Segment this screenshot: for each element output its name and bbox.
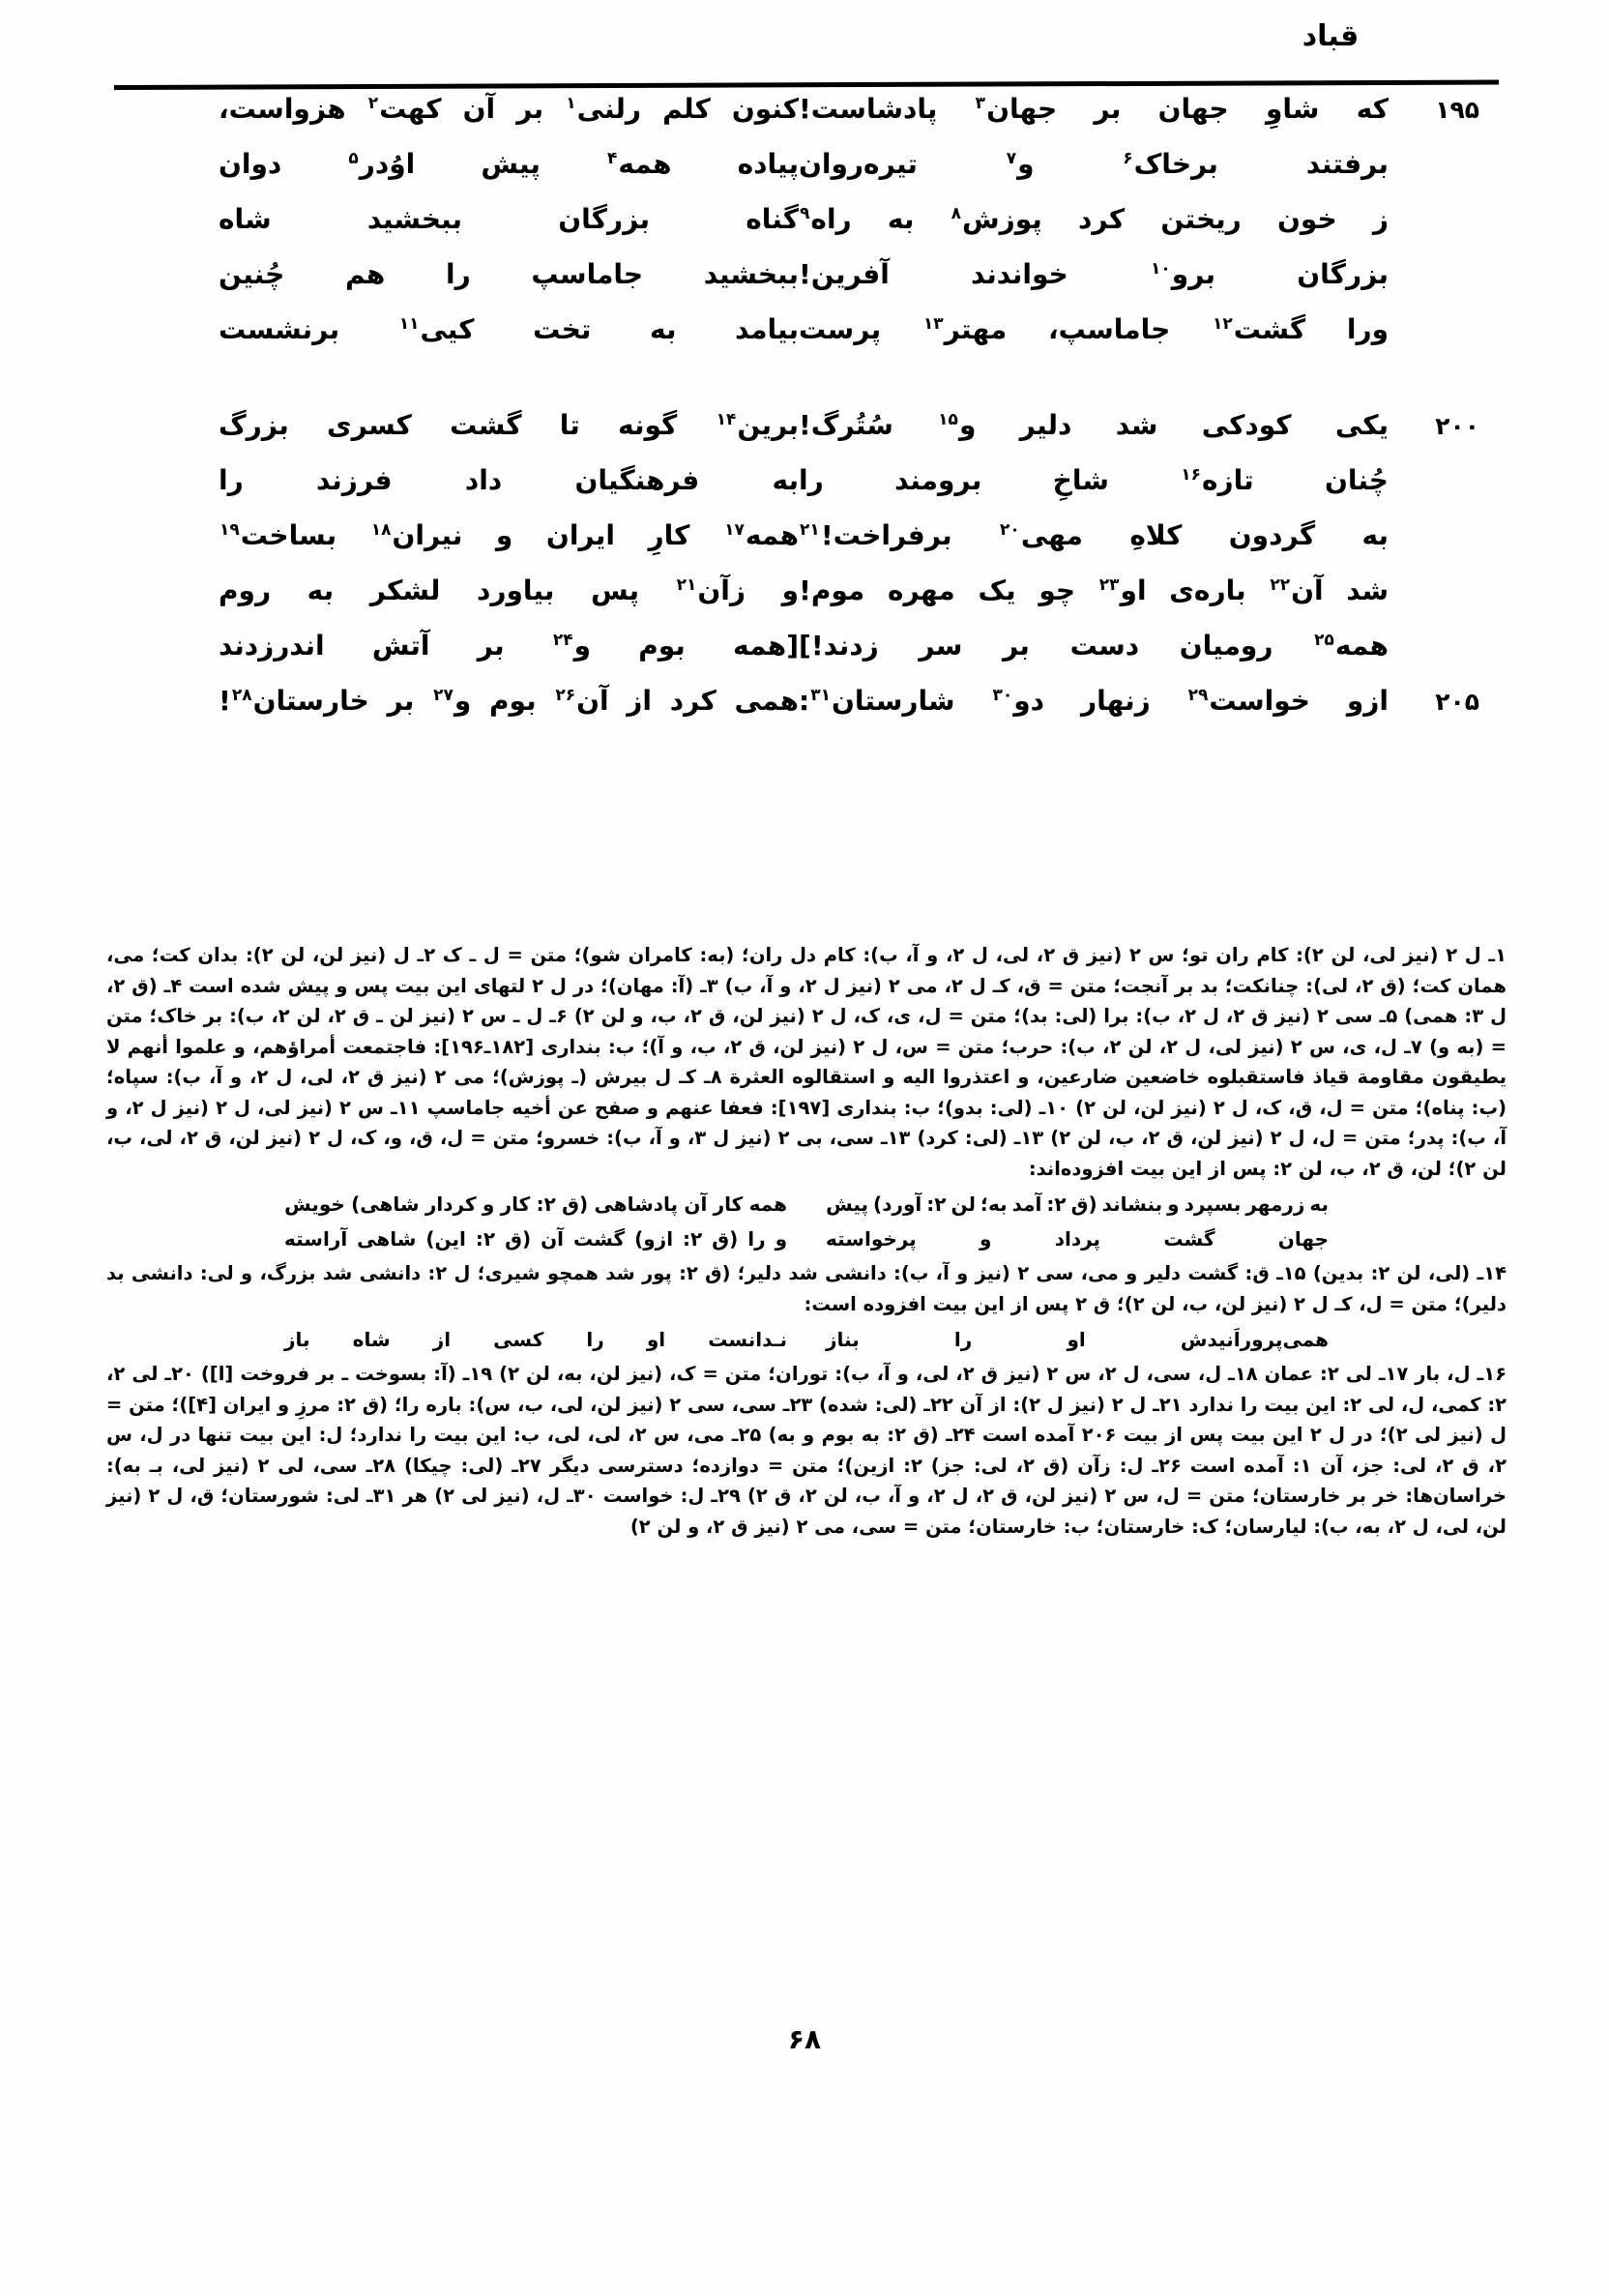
apparatus-paragraph: ۱۶ـ ل، بار ۱۷ـ لی ۲: عمان ۱۸ـ ل، سی، ل ۲، س ۲ (نیز ق ۲، لی، و آ، ب): توران؛ متن = ک، (نیز لن، به، لن ۲) ۱۹ـ (آ: بسوخت ـ بر فروخت [ا]) ۲۰ـ لی ۲، ۲: کمی، ل، لی ۲: این بیت را ندارد ۲۱ـ ل ۲ (نیز ل ۲): از آن ۲۲ـ (لی: شده) ۲۳ـ سی، سی ۲ (نیز لن، لی، ب، س): باره را؛ (ق ۲: مرزِ و ایران [۴])؛ متن = ل (نیز لی ۲)؛ در ل ۲ این بیت پس از بیت ۲۰۶ آمده است ۲۴ـ (ق ۲: به بوم و به) ۲۵ـ می، س ۲، لی، لی، ب: این بیت را ندارد؛ ل: این بیت تنها در ل، س ۲، ق ۲، لی: جز، آن ۱: آمده است ۲۶ـ ل: زآن (ق ۲، لی: جز) ۲: ازین)؛ متن = دوازده؛ دسترسی دیگر ۲۷ـ (لی: چیکا) ۲۸ـ سی، لی ۲ (نیز لی، بـ به): خراسان‌ها: خر بر خارستان؛ متن = ل، س ۲ (نیز لن، ق ۲، ل ۲، و آ، ب، لن ۲، ق ۲) ۲۹ـ ل: خواست ۳۰ـ ل، (نیز لی ۲) هر ۳۱ـ لی: شورستان؛ ق، ل ۲ (نیز لن، لی، ل ۲، به، ب): لیارسان؛ ک: خارستان؛ ب: خارستان؛ متن = سی، می ۲ (نیز ق ۲، و لن ۲) — [106, 1362, 1507, 1538]
hemistich-right: پیاده همه$^۴$ پیش اوُدر$^۵$ دوان — [219, 148, 799, 180]
hemistich-left: که شاوِ جهان بر جهان$^۳$ پادشاست! — [799, 93, 1389, 125]
hemistich-left: چُنان تازه$^{۱۶}$ شاخِ برومند را — [799, 464, 1389, 496]
quoted-hemistich-right: نـدانست او را کسی از شاه باز — [284, 1327, 787, 1351]
verse-area — [145, 93, 1479, 780]
hemistich-left: برفتند برخاک$^۶$ و$^۷$ تیره‌روان — [799, 148, 1389, 180]
verse-number: ۲۰۵ — [1435, 688, 1479, 716]
hemistich-left: یکی کودکی شد دلیر و$^{۱۵}$ سُتُرگ! — [799, 409, 1389, 441]
quoted-hemistich-left: همی‌پروراَنیدش او را بناز — [826, 1327, 1329, 1351]
quoted-hemistich-right: و را (ق ۲: ازو) گشت آن (ق ۲: این) شاهی آراسته — [284, 1227, 787, 1251]
hemistich-right: و زآن$^{۲۱}$ پس بیاورد لشکر به روم — [219, 574, 799, 606]
verse-line — [145, 519, 1479, 574]
apparatus-paragraph: ۱۴ـ (لی، لن ۲: بدین) ۱۵ـ ق: گشت دلیر و می، سی ۲ (نیز و آ، ب): دانشی شد دلیر؛ (ق ۲: پور شد همچو شیری؛ ل ۲: دانشی شد بزرگ، و لی: دانشی بد دلیر)؛ متن = ل، کـ ل ۲ (نیز لن، ب، لن ۲)؛ ق ۲ پس از این بیت افزوده است: — [106, 1262, 1507, 1315]
quoted-hemistich-left: جهان گشت پرداد و پرخواسته — [826, 1227, 1329, 1251]
verse-line — [145, 630, 1479, 685]
quoted-couplet — [106, 1223, 1507, 1254]
hemistich-left: به گردون کلاهِ مهی$^{۲۰}$ برفراخت!$^{۲۱}$ — [800, 519, 1389, 551]
hemistich-left: ازو خواست$^{۲۹}$ زنهار دو$^{۳۰}$ شارستان$^{۳۱}$: — [799, 685, 1389, 717]
quoted-hemistich-right: همه کار آن پادشاهی (ق ۲: کار و کردار شاهی) خویش — [284, 1192, 787, 1216]
verse-line — [145, 203, 1479, 258]
verse-line — [145, 464, 1479, 519]
verse-number: ۱۹۵ — [1435, 96, 1479, 124]
hemistich-left: ورا گشت$^{۱۲}$ جاماسپ، مهتر$^{۱۳}$ پرست — [799, 313, 1389, 345]
hemistich-left: بزرگان برو$^{۱۰}$ خواندند آفرین! — [799, 258, 1389, 290]
hemistich-right: همه$^{۱۷}$ کارِ ایران و نیران$^{۱۸}$ بساخت$^{۱۹}$ — [219, 519, 799, 551]
apparatus-paragraph: ۱ـ ل ۲ (نیز لی، لن ۲): کام ران تو؛ س ۲ (نیز ق ۲، لی، ل ۲، و آ، ب): کام دل ران؛ (به: کامران شو)؛ متن = ل ـ ک ۲ـ ل (نیز لن، لن ۲): بدان کت؛ می، همان کت؛ (ق ۲، لی): چنانکت؛ بد بر آنجت؛ متن = ق، کـ ل ۲، می ۲ (نیز ل ۲، و آ، ب) ۳ـ (آ: مهان)؛ در ل ۲ لتهای این بیت پس و پیش شده است ۴ـ (ق ۲، ل ۳: همی) ۵ـ سی ۲ (نیز ق ۲، ل ۲، ب): برا (لی: بد)؛ متن = ل، ی، ک، ل ۲ (نیز لن، ق ۲، ب، و لن ۲) ۶ـ ل ـ س ۲ (نیز لن ـ ق ۲، لن ۲، ب): بر خاک؛ متن = (به و) ۷ـ ل، ی، س ۲ (نیز لی، ل ۲، لن ۲، ب): حرب؛ متن = س، ل ۲ (نیز لن، ق ۲، ب، و آ)؛ ب: بنداری [۱۸۲ـ۱۹۶]: فاجتمعت أمراؤهم، و علموا أنهم لا یطیقون مقاومة قیاذ فاستقبلوه خاضعین ضارعین، و اعتذروا الیه و استقالوه العثرة ۸ـ کـ ل بیرش (ـ پوزش)؛ می ۲ (نیز ق ۲، لی، ل ۲، و آ، ب): سپاه؛ (ب: پناه)؛ متن = ل، ق، ک، ل ۲ (نیز لن، لن ۲) ۱۰ـ (لی: بدو)؛ ب: بنداری [۱۹۷]: فعفا عنهم و صفح عن أخیه جاماسپ ۱۱ـ س ۲ (نیز لی، ل ۲ (نیز ل ۲، و آ، ب): پدر؛ متن = ل، ل ۲ (نیز لن، ق ۲، ب، لن ۲) ۱۳ـ (لی: کرد) ۱۳ـ سی، بی ۲ (نیز ل ۳، و آ، ب): خسرو؛ متن = ل، ق، و، ک، ل ۲ (نیز لن، ق ۲، لی، ب، لن ۲)؛ لن، ق ۲، ب، لن ۲: پس از این بیت افزوده‌اند: — [106, 944, 1507, 1181]
verse-line — [145, 685, 1479, 740]
hemistich-right: ببخشید جاماسپ را هم چُنین — [219, 258, 799, 290]
hemistich-left: شد آن$^{۲۲}$ باره‌ی او$^{۲۳}$ چو یک مهره موم! — [799, 574, 1389, 606]
page-number: ۶۸ — [787, 2023, 822, 2055]
hemistich-right: کنون کلم رلنی$^۱$ بر آن کهت$^۲$ هزواست، — [219, 93, 799, 125]
hemistich-right: بیامد به تخت کیی$^{۱۱}$ برنشست — [219, 313, 799, 345]
quoted-couplet — [106, 1189, 1507, 1220]
verse-line — [145, 574, 1479, 630]
quoted-hemistich-left: به زرمهر بسپرد و بنشاند (ق ۲: آمد به؛ لن ۲: آورد) پیش — [826, 1192, 1329, 1216]
verse-line — [145, 409, 1479, 464]
hemistich-left: ز خون ریختن کرد پوزش$^۸$ به راه$^۹$ — [800, 203, 1389, 235]
verse-line — [145, 258, 1479, 313]
verse-line — [145, 93, 1479, 148]
header-rule — [114, 80, 1499, 90]
hemistich-right: به فرهنگیان داد فرزند را — [219, 464, 799, 496]
critical-apparatus — [106, 940, 1507, 1544]
hemistich-left: همه$^{۲۵}$ رومیان دست بر سر زدند!] — [799, 630, 1389, 662]
verse-number: ۲۰۰ — [1435, 412, 1479, 440]
verse-line — [145, 148, 1479, 203]
verse-block — [145, 93, 1479, 368]
verse-line — [145, 313, 1479, 368]
quoted-couplet — [106, 1324, 1507, 1355]
hemistich-right: [همه بوم و$^{۲۴}$ بر آتش اندرزدند — [219, 630, 799, 662]
verse-block — [145, 409, 1479, 740]
hemistich-right: همی کرد از آن$^{۲۶}$ بوم و$^{۲۷}$ بر خارستان$^{۲۸}$! — [219, 685, 799, 717]
hemistich-right: گناه بزرگان ببخشید شاه — [219, 203, 799, 235]
running-head: قباد — [1302, 19, 1360, 53]
hemistich-right: برین$^{۱۴}$ گونه تا گشت کسری بزرگ — [219, 409, 799, 441]
